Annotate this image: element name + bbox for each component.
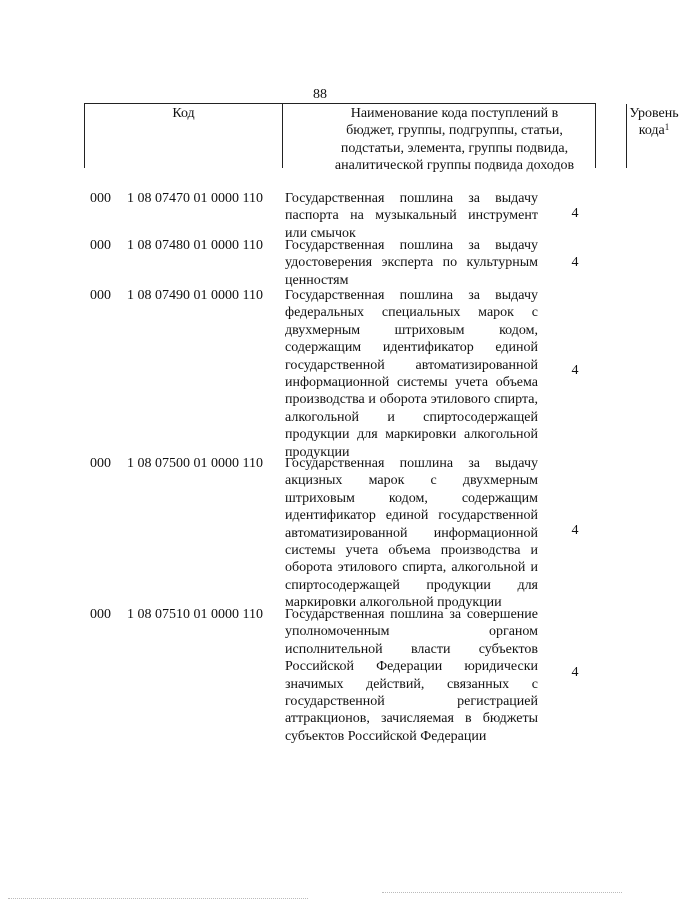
revenue-name: Государственная пошлина за выдачу акцизных марок с двухмерным штриховым кодом, содержащим идентификатор единой государственной автоматизированной информационной системы учета объема производства и оборота этилового спирта, алкогольной и спиртосодержащей продукции для маркировки алкогольной продукции xyxy=(285,456,538,611)
footnote-marker: 1 xyxy=(664,122,670,133)
revenue-name: Государственная пошлина за выдачу удостоверения эксперта по культурным ценностям xyxy=(285,238,538,288)
revenue-code: 1 08 07490 01 0000 110 xyxy=(127,288,263,303)
scan-artifact-line xyxy=(382,892,622,894)
page-number: 88 xyxy=(313,87,327,102)
code-level: 4 xyxy=(571,363,579,378)
header-code: Код xyxy=(85,104,283,168)
admin-code: 000 xyxy=(90,191,111,206)
admin-code: 000 xyxy=(90,607,111,622)
scan-artifact-line xyxy=(8,898,308,900)
header-name-line: подстатьи, элемента, группы подвида, xyxy=(340,140,569,156)
admin-code: 000 xyxy=(90,238,111,253)
code-level: 4 xyxy=(571,255,579,270)
header-name xyxy=(283,104,627,174)
code-level: 4 xyxy=(571,665,579,680)
header-name-line: Наименование кода поступлений в xyxy=(350,106,559,121)
revenue-name: Государственная пошлина за выдачу паспорта на музыкальный инструмент или смычок xyxy=(285,191,538,241)
revenue-code: 1 08 07480 01 0000 110 xyxy=(127,238,263,253)
admin-code: 000 xyxy=(90,288,111,303)
header-level-word: кода xyxy=(638,123,665,139)
revenue-code: 1 08 07510 01 0000 110 xyxy=(127,607,263,622)
header-level xyxy=(627,104,681,168)
revenue-code: 1 08 07470 01 0000 110 xyxy=(127,191,263,206)
header-name-line: аналитической группы подвида доходов xyxy=(334,158,575,174)
code-level: 4 xyxy=(571,523,579,538)
table-header xyxy=(84,103,679,174)
revenue-name: Государственная пошлина за совершение уполномоченным органом исполнительной власти субъектов Российской Федерации юридически значимых действий, связанных с государственной регистрацией аттракционов, зачисляемая в бюджеты субъектов Российской Федерации xyxy=(285,607,538,744)
header-level-line: Уровень xyxy=(629,106,679,121)
header-name-line: бюджет, группы, подгруппы, статьи, xyxy=(346,123,563,139)
admin-code: 000 xyxy=(90,456,111,471)
code-level: 4 xyxy=(571,206,579,221)
revenue-name: Государственная пошлина за выдачу федеральных специальных марок с двухмерным штриховым кодом, содержащим идентификатор единой государственной автоматизированной информационной системы учета объема производства и оборота этилового спирта, алкогольной и спиртосодержащей продукции для маркировки алкогольной продукции xyxy=(285,288,538,460)
revenue-code: 1 08 07500 01 0000 110 xyxy=(127,456,263,471)
header-level-line xyxy=(627,122,681,139)
